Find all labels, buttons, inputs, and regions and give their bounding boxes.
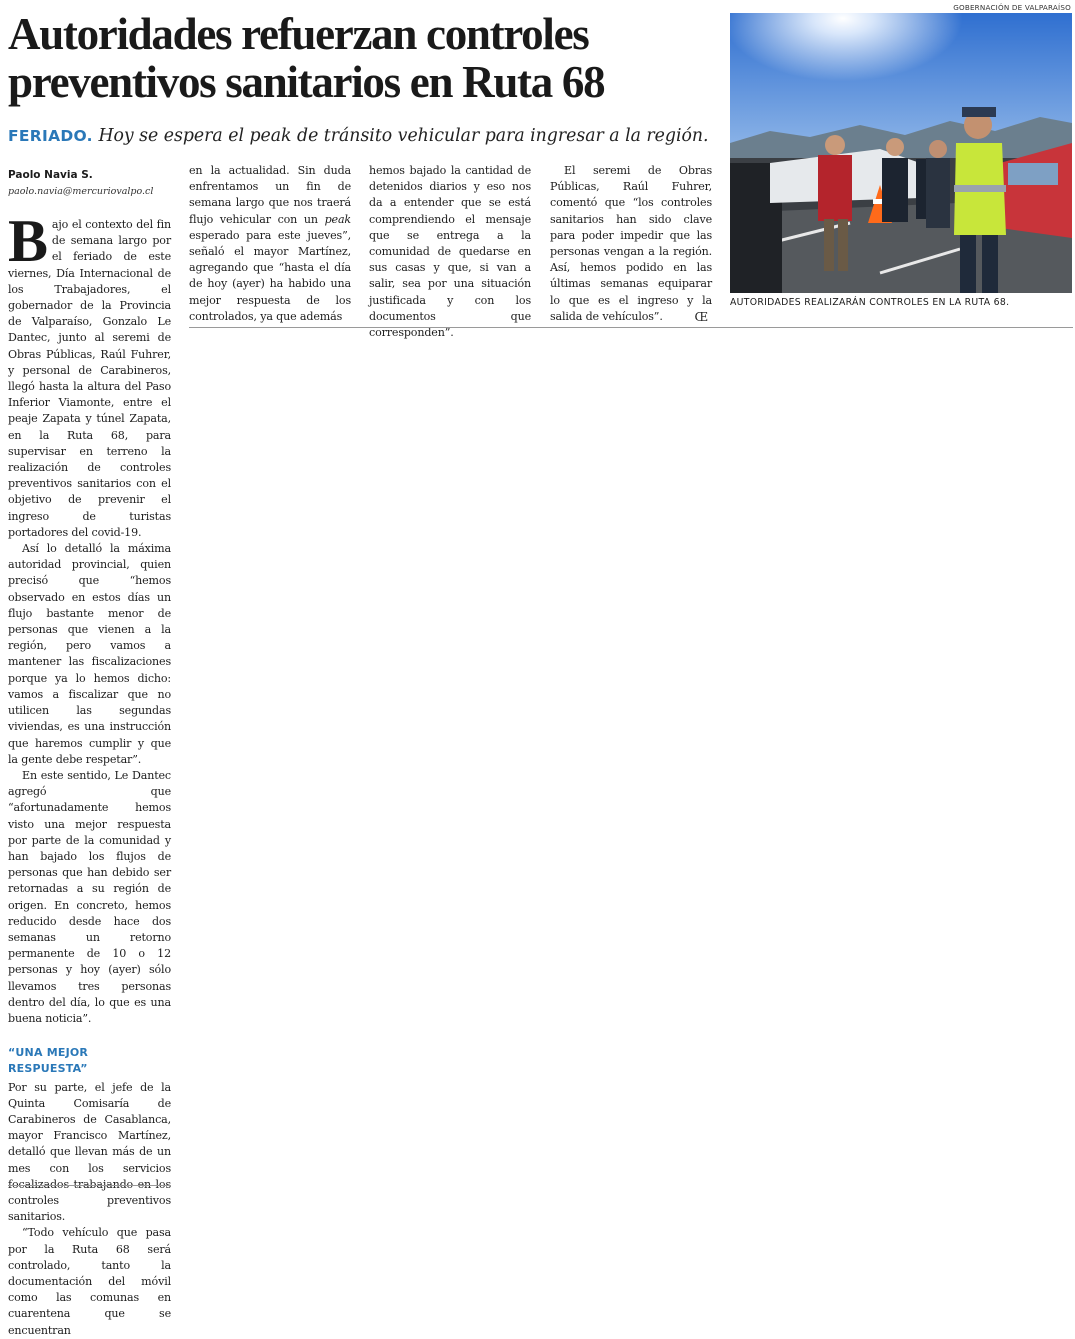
section-subhead: “UNA MEJOR RESPUESTA” xyxy=(8,1046,89,1076)
paragraph-6 xyxy=(189,163,351,325)
paragraph-4: Por su parte, el jefe de la Quinta Comisaría de Carabineros de Casablanca, mayor Francisco Martínez, detalló que llevan más de un mes con los servicios focalizados trabajando en los controles preventivos sanitarios. xyxy=(8,1080,171,1224)
paragraph-8-text: El seremi de Obras Públicas, Raúl Fuhrer, comentó que “los controles sanitarios han sido clave para poder impedir que las personas vengan a la región. Así, hemos podido en las últimas semanas equiparar lo que es el ingreso y la salida de vehículos”. xyxy=(550,164,712,323)
author-name: Paolo Navia S. xyxy=(8,169,93,181)
paragraph-3: En este sentido, Le Dantec agregó que “afortunadamente hemos visto una mejor respuesta por parte de la comunidad y han bajado los flujos de personas que han debido ser retornadas a su región de origen. En concreto, hemos reducido desde hace dos semanas un retorno permanente de 10 o 12 personas y hoy (ayer) sólo llevamos tres personas dentro del día, lo que es una buena noticia”. xyxy=(8,768,171,1025)
paragraph-1 xyxy=(8,208,171,541)
column-4 xyxy=(550,163,712,325)
photo-illustration xyxy=(730,13,1072,293)
dropcap: B xyxy=(8,208,48,274)
paragraph-7: hemos bajado la cantidad de detenidos diarios y eso nos da a entender que se está comprendiendo el mensaje que se entrega a la comunidad de quedarse en sus casas y que, si van a salir, sea por una situación justificada y con los documentos que corresponden”. xyxy=(369,164,531,340)
subheadline: Hoy se espera el peak de tránsito vehicular para ingresar a la región. xyxy=(98,126,709,146)
column-2 xyxy=(189,163,351,325)
photo-caption: AUTORIDADES REALIZARÁN CONTROLES EN LA RUTA 68. xyxy=(730,297,1010,308)
paragraph-5: “Todo vehículo que pasa por la Ruta 68 será controlado, tanto la documentación del móvil como las comunas en cuarentena que se encuentran xyxy=(8,1226,171,1337)
photo-credit: GOBERNACIÓN DE VALPARAÍSO xyxy=(953,3,1071,12)
paragraph-6-text-a: en la actualidad. Sin duda enfrentamos un fin de semana largo que nos traerá flujo vehicular con un xyxy=(189,164,351,226)
subheadline-block xyxy=(8,124,720,148)
column-3 xyxy=(369,163,531,341)
emphasis-peak: peak xyxy=(324,212,351,226)
column-divider xyxy=(8,1185,171,1186)
paragraph-6-text-b: esperado para este jueves”, señaló el mayor Martínez, agregando que “hasta el día de hoy (ayer) ha habido una mejor respuesta de los controlados, ya que además xyxy=(189,228,351,323)
end-mark: Œ xyxy=(694,309,708,324)
paragraph-1-text: ajo el contexto del fin de semana largo por el feriado de este viernes, Día Internacional de los Trabajadores, el gobernador de la Provincia de Valparaíso, Gonzalo Le Dantec, junto al seremi de Obras Públicas, Raúl Fuhrer, y personal de Carabineros, llegó hasta la altura del Paso Inferior Viamonte, entre el peaje Zapata y túnel Zapata, en la Ruta 68, para supervisar en terreno la realización de controles preventivos sanitarios con el objetivo de prevenir el ingreso de turistas portadores del covid-19. xyxy=(8,218,171,539)
paragraph-8 xyxy=(550,163,712,325)
byline xyxy=(8,168,178,199)
kicker: FERIADO. xyxy=(8,127,93,145)
author-email: paolo.navia@mercuriovalpo.cl xyxy=(8,186,154,197)
bottom-rule xyxy=(189,327,1073,328)
column-1 xyxy=(8,208,171,1339)
paragraph-2: Así lo detalló la máxima autoridad provincial, quien precisó que “hemos observado en estos días un flujo bastante menor de personas que vienen a la región, pero vamos a mantener las fiscalizaciones porque ya lo hemos dicho: vamos a fiscalizar que no utilicen las segundas viviendas, es una instrucción que haremos cumplir y que la gente debe respetar”. xyxy=(8,542,171,766)
article-photo xyxy=(730,13,1072,293)
headline: Autoridades refuerzan controles preventivos sanitarios en Ruta 68 xyxy=(8,9,605,107)
